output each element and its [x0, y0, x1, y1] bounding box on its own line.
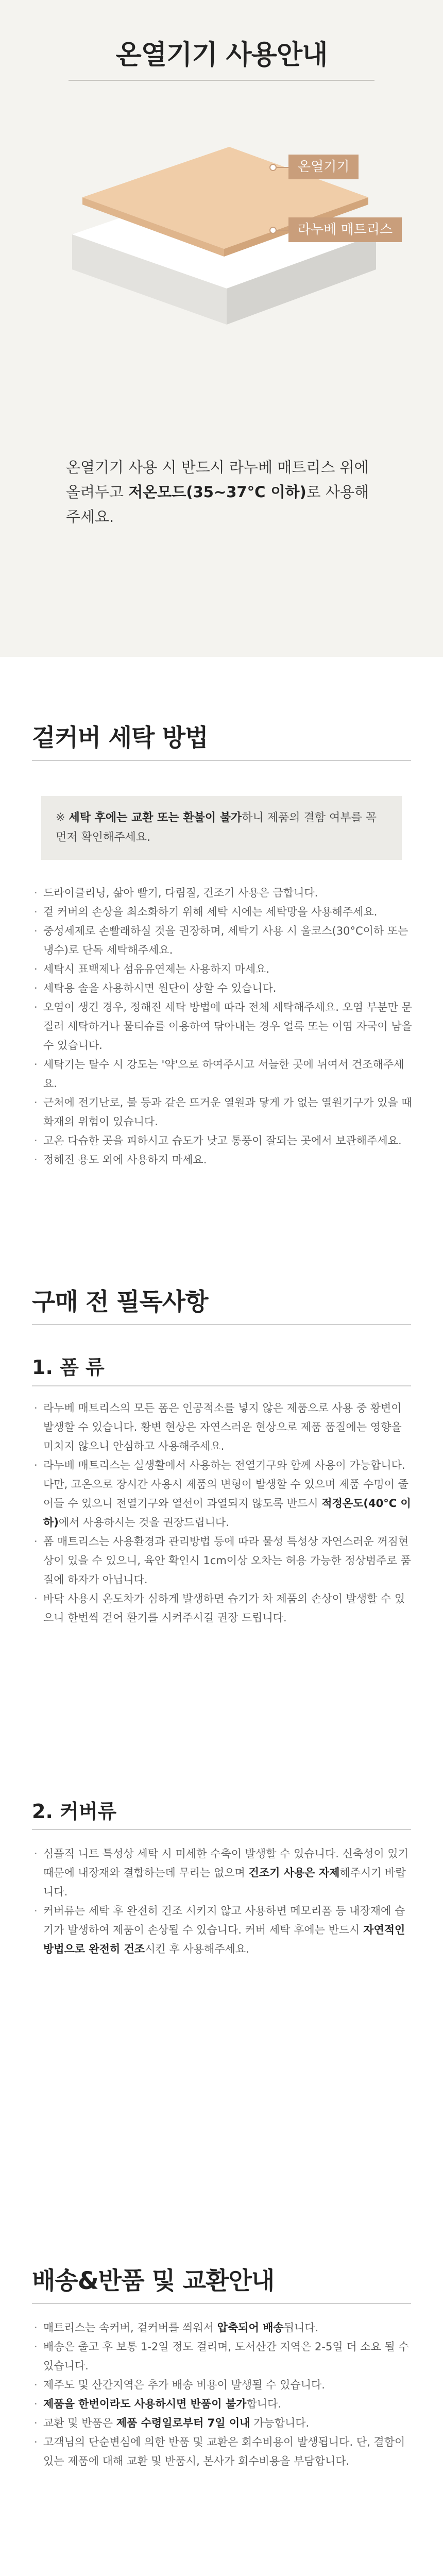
delivery-notes — [32, 2318, 413, 2471]
cover-divider — [32, 1829, 411, 1830]
product-divider — [32, 1385, 411, 1386]
prepurchase-section — [0, 1234, 443, 2257]
list-item: · 폼 매트리스는 사용환경과 관리방법 등에 따라 물성 특성상 자연스러운 꺼짐현상이 있을 수 있으니, 육안 확인시 1cm이상 오차는 허용 가능한 정상범주로 품질에 하자가 아닙니다. — [32, 1532, 413, 1589]
usage-title: 온열기기 사용안내 — [115, 40, 328, 71]
list-item: · 드라이클리닝, 삶아 빨기, 다림질, 건조기 사용은 금합니다. — [32, 884, 413, 903]
title-divider — [69, 80, 374, 81]
list-item: · 제품을 한번이라도 사용하시면 반품이 불가합니다. — [32, 2395, 413, 2414]
list-item: · 고온 다습한 곳을 피하시고 습도가 낮고 통풍이 잘되는 곳에서 보관해주세요. — [32, 1131, 413, 1150]
prepurchase-title: 구매 전 필독사항 — [32, 1288, 208, 1316]
product-heading: 1. 폼 류 — [32, 1356, 105, 1379]
list-item: · 배송은 출고 후 보통 1-2일 정도 걸리며, 도서산간 지역은 2-5일 더 소요 될 수 있습니다. — [32, 2337, 413, 2376]
list-item: · 중성세제로 손빨래하실 것을 권장하며, 세탁기 사용 시 울코스(30°C이하 또는 냉수)로 단독 세탁해주세요. — [32, 922, 413, 960]
wash-instructions — [32, 884, 413, 1170]
wash-title: 겉커버 세탁 방법 — [32, 724, 208, 752]
cover-notes — [32, 1844, 413, 1959]
list-item: · 제주도 및 산간지역은 추가 배송 비용이 발생될 수 있습니다. — [32, 2376, 413, 2395]
list-item: · 정해진 용도 외에 사용하지 마세요. — [32, 1150, 413, 1170]
delivery-title: 배송&반품 및 교환안내 — [32, 2267, 275, 2295]
list-item: · 겉 커버의 손상을 최소화하기 위해 세탁 시에는 세탁망을 사용해주세요. — [32, 903, 413, 922]
list-item: · 심플직 니트 특성상 세탁 시 미세한 수축이 발생할 수 있습니다. 신축성이 있기 때문에 내장재와 결합하는데 무리는 없으며 건조기 사용은 자제해주시기 바랍니다. — [32, 1844, 413, 1902]
wash-divider — [32, 760, 411, 761]
list-item: · 교환 및 반품은 제품 수령일로부터 7일 이내 가능합니다. — [32, 2414, 413, 2433]
label-mattress: 라누베 매트리스 — [288, 217, 402, 242]
prepurchase-divider — [32, 1324, 411, 1325]
list-item: · 세탁용 솔을 사용하시면 원단이 상할 수 있습니다. — [32, 979, 413, 998]
list-item: · 세탁시 표백제나 섬유유연제는 사용하지 마세요. — [32, 960, 413, 979]
list-item: · 근처에 전기난로, 불 등과 같은 뜨거운 열원과 닿게 가 없는 열원기구가 있을 때 화재의 위험이 있습니다. — [32, 1093, 413, 1131]
list-item: · 커버류는 세탁 후 완전히 건조 시키지 않고 사용하면 메모리폼 등 내장재에 습기가 발생하여 제품이 손상될 수 있습니다. 커버 세탁 후에는 반드시 자연적인 방법으로 완전히 건조시킨 후 사용해주세요. — [32, 1902, 413, 1959]
usage-description: 온열기기 사용 시 반드시 라누베 매트리스 위에 올려두고 저온모드(35~37°C 이하)로 사용해주세요. — [66, 459, 369, 526]
list-item: · 라누베 매트리스는 실생활에서 사용하는 전열기구와 함께 사용이 가능합니다. 다만, 고온으로 장시간 사용시 제품의 변형이 발생할 수 있으며 제품 수명이 줄어들 수 있으니 전열기구와 열선이 과열되지 않도록 반드시 적정온도(40°C 이하)에서 사용하시는 것을 권장드립니다. — [32, 1456, 413, 1532]
delivery-section — [0, 2257, 443, 2576]
list-item: · 라누베 매트리스의 모든 폼은 인공적소를 넣지 않은 제품으로 사용 중 황변이 발생할 수 있습니다. 황변 현상은 자연스러운 현상으로 제품 품질에는 영향을 미치지 않으니 안심하고 사용해주세요. — [32, 1399, 413, 1456]
product-notes — [32, 1399, 413, 1628]
delivery-divider — [32, 2303, 411, 2304]
list-item: · 세탁기는 탈수 시 강도는 '약'으로 하여주시고 서늘한 곳에 뉘여서 건조해주세요. — [32, 1055, 413, 1093]
list-item: · 오염이 생긴 경우, 정해진 세탁 방법에 따라 전체 세탁해주세요. 오염 부분만 문질러 세탁하거나 물티슈를 이용하여 닦아내는 경우 얼룩 또는 이염 자국이 남을 수 있습니다. — [32, 998, 413, 1055]
usage-section — [0, 0, 443, 657]
cover-heading: 2. 커버류 — [32, 1800, 117, 1823]
list-item: · 매트리스는 속커버, 겉커버를 씌워서 압축되어 배송됩니다. — [32, 2318, 413, 2337]
wash-notice: ※ 세탁 후에는 교환 또는 환불이 불가하니 제품의 결함 여부를 꼭 먼저 확인해주세요. — [41, 796, 402, 860]
label-heating-device: 온열기기 — [288, 155, 359, 179]
list-item: · 고객님의 단순변심에 의한 반품 및 교환은 회수비용이 발생됩니다. 단, 결함이 있는 제품에 대해 교환 및 반품시, 본사가 회수비용을 부담합니다. — [32, 2433, 413, 2471]
wash-section — [0, 657, 443, 1234]
list-item: · 바닥 사용시 온도차가 심하게 발생하면 습기가 차 제품의 손상이 발생할 수 있으니 한번씩 걷어 환기를 시켜주시길 권장 드립니다. — [32, 1589, 413, 1628]
